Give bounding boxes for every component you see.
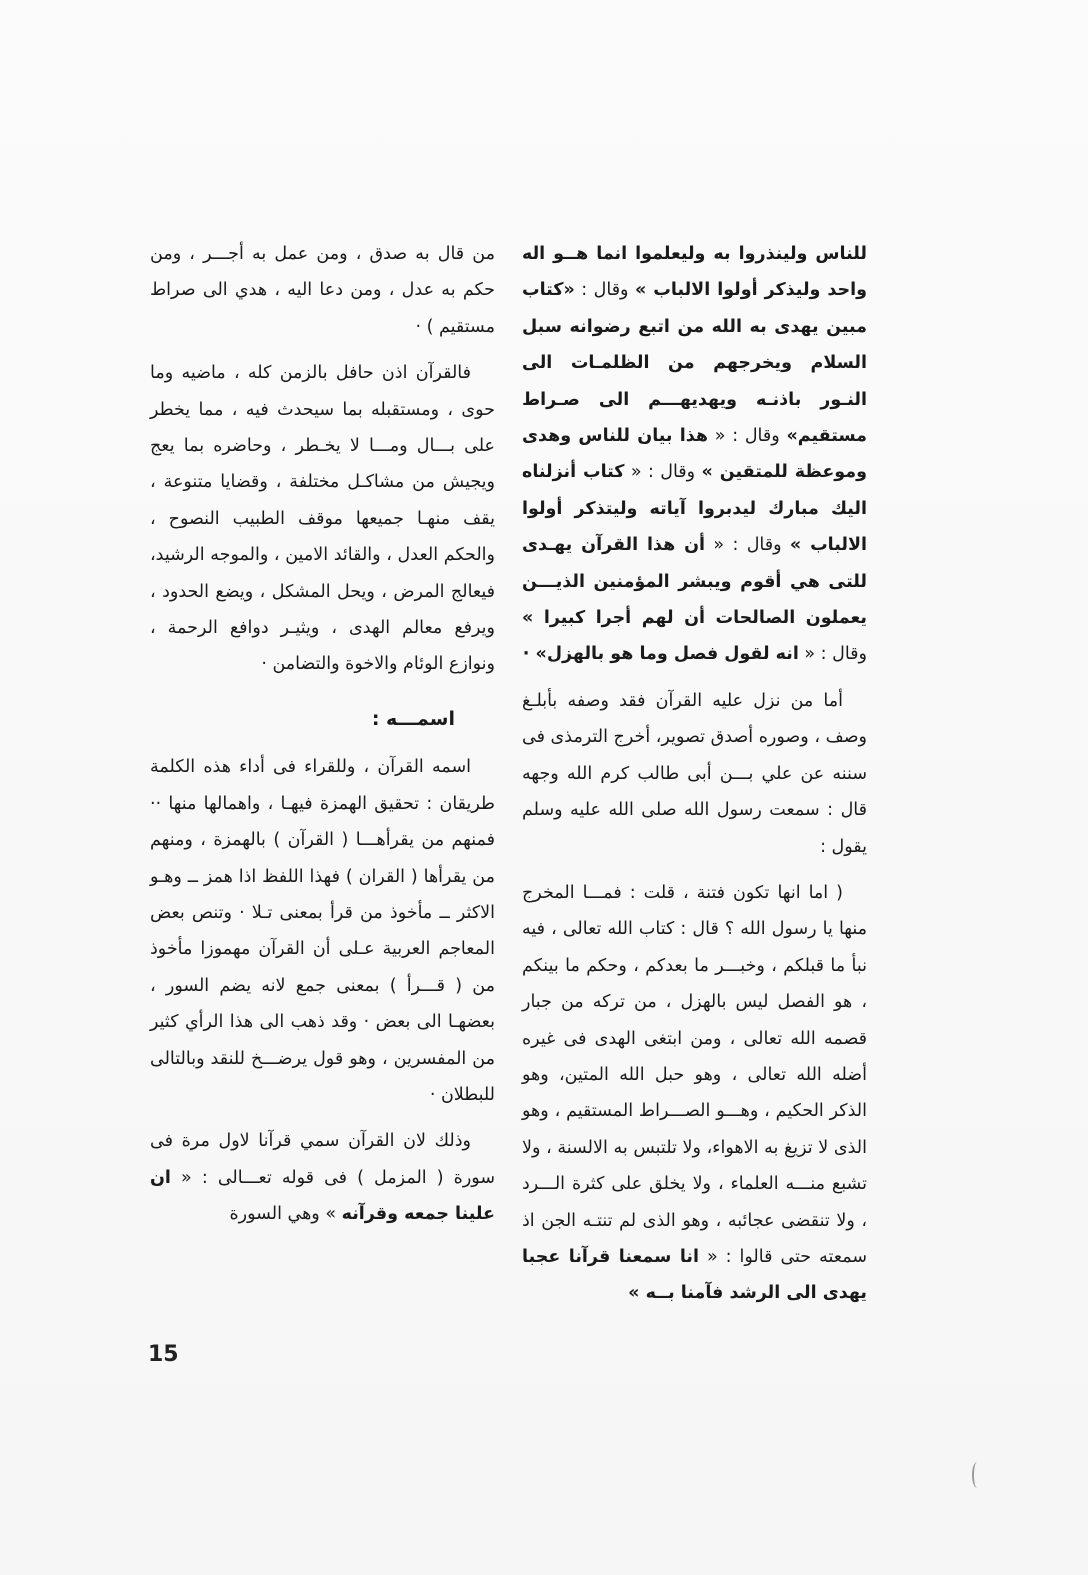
body-text: أما من نزل عليه القرآن فقد وصفه بأبلـغ وصف ، وصوره أصدق تصوير، أخرج الترمذى فى سننه عن علي بـــن أبى طالب كرم الله وجهه قال : سمعت رسول الله صلى الله عليه وسلم يقول : xyxy=(522,690,867,857)
body-text: » وهي السورة xyxy=(229,1204,342,1225)
body-text: اسمه القرآن ، وللقراء فى أداء هذه الكلمة طريقان : تحقيق الهمزة فيهـا ، واهمالها منها ·· فمنهم من يقرأهـــا ( القرآن ) بالهمزة ، ومنهم من يقرأها ( القران ) فهذا اللفظ اذا همز ــ وهـو الاكثر ــ مأخوذ من قرأ بمعنى تـلا · وتنص بعض المعاجم العربية عـلى أن القرآن مهموزا مأخوذ من ( قـــرأ ) بمعنى جمع لانه يضم السور ، بعضهـا الى بعض · وقد ذهب الى هذا الرأي كثير من المفسرين ، وهو قول يرضـــخ للنقد وبالتالى للبطلان · xyxy=(150,757,495,1105)
bold-quote-text: أن هذا القرآن يهـدى للتى هي أقوم ويبشر المؤمنين الذيـــن يعملون الصالحات أن لهم أجرا كبيرا » xyxy=(522,535,867,629)
body-text: وقال : « xyxy=(624,462,702,483)
bold-quote-text: هذا بيان للناس وهدى وموعظة للمتقين » xyxy=(522,426,867,483)
body-paragraph xyxy=(522,683,867,865)
page-number: 15 xyxy=(148,1342,179,1367)
bold-quote-text: كتاب أنزلناه اليك مبارك ليدبروا آياته وليتذكر أولوا الالباب » xyxy=(522,462,867,556)
bold-quote-text: انا سمعنا قرآنا عجبا يهدى الى الرشد فآمنا بــه » xyxy=(522,1246,867,1304)
right-text-column xyxy=(522,236,867,1312)
bold-quote-text: انه لقول فصل وما هو بالهزل» · xyxy=(522,644,799,665)
body-paragraph xyxy=(150,236,495,345)
bold-quote-text: للناس ولينذروا به وليعلموا انما هــو اله واحد وليذكر أولوا الالباب » xyxy=(522,244,867,301)
body-paragraph xyxy=(150,749,495,1113)
body-text: ( اما انها تكون فتنة ، قلت : فمـــا المخرج منها يا رسول الله ؟ قال : كتاب الله تعالى ، فيه نبأ ما قبلكم ، وخبـــر ما بعدكم ، وحكم ما بينكم ، هو الفصل ليس بالهزل ، من تركه من جبار قصمه الله تعالى ، ومن ابتغى الهدى فى غيره أضله الله تعالى ، وهو حبل الله المتين، وهو الذكر الحكيم ، وهـــو الصـــراط المستقيم ، وهو الذى لا تزيغ به الاهواء، ولا تلتبس به الالسنة ، ولا تشبع منـــه العلماء ، ولا يخلق على كثرة الـــرد ، ولا تنقضى عجائبه ، وهو الذى لم تنتـه الجن اذ سمعته حتى قالوا : « xyxy=(522,882,867,1267)
bold-quote-text: ان علينا جمعه وقرآنه xyxy=(150,1167,495,1225)
body-text: وقال : « xyxy=(705,535,790,556)
scan-edge-mark xyxy=(972,1462,982,1488)
section-heading: اسمـــه : xyxy=(371,707,455,730)
body-text: فالقرآن اذن حافل بالزمن كله ، ماضيه وما حوى ، ومستقبله بما سيحدث فيه ، مما يخطر على بـــال ومـــا لا يخـطر ، وحاضره بما يعج ويجيش من مشاكـل مختلفة ، وقضايا متنوعة ، يقف منهـا جميعها موقف الطبيب النصوح ، والحكم العدل ، والقائد الامين ، والموجه الرشيد، فيعالج المرض ، ويحل المشكل ، ويضع الحدود ، ويرفع معالم الهدى ، ويثيـر دوافع الرحمة ، ونوازع الوئام والاخوة والتضامن · xyxy=(150,363,495,675)
body-paragraph xyxy=(522,875,867,1312)
body-text: وقال : « xyxy=(708,426,787,447)
body-text: وقال : « xyxy=(798,644,867,665)
bold-quote-text: «كتاب مبين يهدى به الله من اتبع رضوانه سبل السلام ويخرجهم من الظلمـات الى النـور باذنـه ويهديهـــم الى صـراط مستقيم» xyxy=(522,280,868,447)
body-paragraph xyxy=(522,236,867,673)
body-text: وذلك لان القرآن سمي قرآنا لاول مرة فى سورة ( المزمل ) فى قوله تعـــالى : « xyxy=(150,1131,495,1188)
body-text: وقال : xyxy=(574,280,635,301)
body-paragraph xyxy=(150,1123,495,1232)
body-text: من قال به صدق ، ومن عمل به أجـــر ، ومن حكم به عدل ، ومن دعا اليه ، هدي الى صراط مستقيم ) · xyxy=(150,244,495,337)
left-text-column xyxy=(150,236,495,1233)
body-paragraph xyxy=(150,355,495,683)
